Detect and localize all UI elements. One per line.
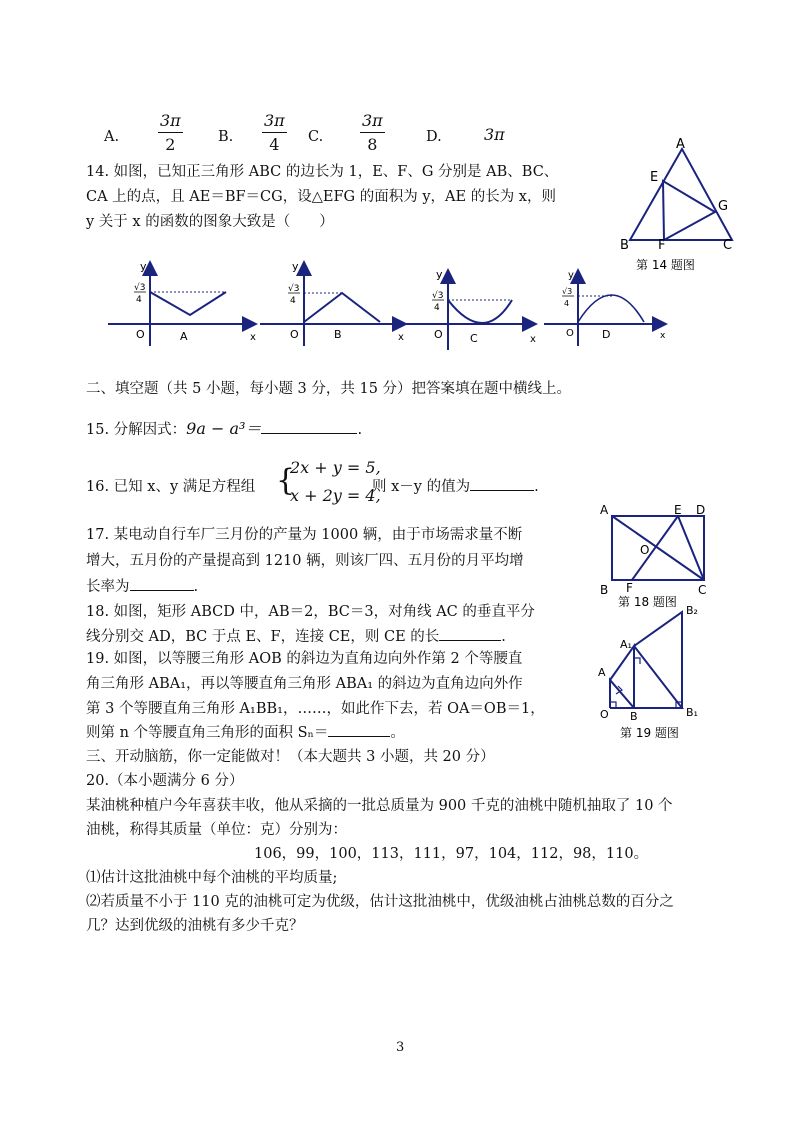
option-b-fraction (262, 110, 287, 157)
graph-d-y-label: y (568, 270, 574, 281)
graph-a-curve (150, 292, 226, 315)
graph-d-option-letter: D (602, 328, 611, 341)
triangle-aob (610, 680, 634, 708)
fig14-label-e: E (650, 170, 659, 185)
graph-c-x-label: x (530, 334, 536, 345)
option-c-denominator: 8 (367, 135, 378, 154)
q18-rectangle-figure (596, 502, 720, 610)
q14-line-1: 14. 如图，已知正三角形 ABC 的边长为 1，E、F、G 分别是 AB、BC、 (86, 164, 559, 180)
q16-equation-2: x + 2y = 4, (290, 486, 381, 505)
fig18-label-f: F (626, 581, 633, 595)
fig19-caption: 第 19 题图 (620, 726, 679, 740)
option-d-value: 3π (484, 125, 505, 144)
triangle-aba1 (610, 646, 634, 708)
option-b-denominator: 4 (269, 135, 280, 154)
triangle-a1b1b2 (634, 612, 682, 708)
option-c-numerator: 3π (360, 110, 385, 133)
fig18-label-c: C (698, 583, 707, 597)
q16-brace: { (276, 463, 296, 498)
q14-line-2: CA 上的点，且 AE＝BF＝CG，设△EFG 的面积为 y，AE 的长为 x，则 (86, 189, 556, 205)
fig19-label-b1: B₁ (686, 706, 698, 719)
triangle-efg (663, 181, 715, 240)
q19-line-1: 19. 如图，以等腰三角形 AOB 的斜边为直角边向外作第 2 个等腰直 (86, 651, 523, 667)
fig19-label-a: A (598, 666, 606, 679)
option-b-numerator: 3π (262, 110, 287, 133)
fig14-label-g: G (718, 199, 729, 214)
q15-expression: 9a − a³＝ (186, 419, 262, 438)
graph-b-origin: O (290, 328, 299, 341)
q20-part-2a: ⑵若质量不小于 110 克的油桃可定为优级，估计这批油桃中，优级油桃占油桃总数的百分之 (86, 894, 674, 910)
option-a-fraction (158, 110, 183, 157)
graph-c-option-letter: C (470, 332, 478, 345)
graph-b-option-letter: B (334, 328, 342, 341)
q19-end: 。 (390, 725, 405, 741)
q20-line-1: 某油桃种植户今年喜获丰收，他从采摘的一批总质量为 900 千克的油桃中随机抽取了 10 个 (86, 798, 673, 814)
graph-c-origin: O (434, 328, 443, 341)
q20-line-2: 油桃，称得其质量（单位：克）分别为： (86, 822, 347, 838)
option-b-label: B. (218, 129, 234, 145)
q16-suffix: 则 x－y 的值为 (372, 479, 471, 495)
fig18-caption: 第 18 题图 (618, 595, 677, 609)
triangle-a1bb1 (634, 646, 682, 708)
fig18-label-b: B (600, 583, 609, 597)
fig18-label-e: E (674, 503, 682, 517)
graph-a-origin: O (136, 328, 145, 341)
q19-line-3: 第 3 个等腰直角三角形 A₁BB₁，……，如此作下去，若 OA＝OB＝1， (86, 701, 545, 717)
q19-text: 则第 n 个等腰直角三角形的面积 Sₙ＝ (86, 725, 329, 741)
option-a-numerator: 3π (158, 110, 183, 133)
graph-a-y-label: y (140, 260, 147, 273)
perpendicular-ef (632, 516, 678, 580)
page-number: 3 (396, 1040, 405, 1055)
fig14-caption: 第 14 题图 (636, 258, 695, 272)
option-c-fraction (360, 110, 385, 157)
q20-data: 106，99，100，113，111，97，104，112，98，110。 (254, 846, 649, 862)
q18-line-1: 18. 如图，矩形 ABCD 中，AB＝2，BC＝3，对角线 AC 的垂直平分 (86, 604, 535, 620)
graph-a-x-label: x (250, 332, 256, 343)
fig18-label-a: A (600, 503, 609, 517)
fig18-label-d: D (696, 503, 706, 517)
q19-line-4 (86, 722, 405, 744)
q15-line (86, 418, 362, 441)
q20-part-2b: 几？达到优级的油桃有多少千克？ (86, 918, 304, 934)
q19-triangles-figure (596, 598, 720, 744)
q15-prefix: 15. 分解因式： (86, 422, 187, 438)
q18-answer-blank[interactable] (439, 626, 501, 641)
fig14-label-b: B (620, 238, 629, 253)
section-2-heading: 二、填空题（共 5 小题，每小题 3 分，共 15 分）把答案填在题中横线上。 (86, 381, 572, 397)
graph-a-sqrt3: √3 (134, 283, 146, 293)
q18-line-2 (86, 626, 506, 648)
triangle-abc (630, 149, 732, 240)
graph-d-x-label: x (660, 331, 666, 341)
q16-suffix-line (372, 476, 539, 498)
fig19-label-o: O (600, 708, 609, 721)
fig19-label-b: B (630, 710, 638, 723)
section-3-heading: 三、开动脑筋，你一定能做对！（本大题共 3 小题，共 20 分） (86, 749, 495, 765)
fig19-label-b2: B₂ (686, 604, 698, 617)
graph-c-four: 4 (434, 303, 440, 313)
graph-c-curve (448, 300, 512, 323)
option-a-denominator: 2 (165, 135, 176, 154)
q16-end: . (534, 479, 539, 495)
graph-d-curve (578, 295, 644, 322)
q18-text: 线分别交 AD，BC 于点 E、F，连接 CE，则 CE 的长 (86, 629, 440, 645)
graph-b-sqrt3: √3 (288, 284, 300, 294)
q17-end: . (193, 579, 199, 595)
q14-option-graphs (104, 258, 684, 350)
q17-prefix: 长率为 (86, 579, 130, 595)
fig18-label-o: O (640, 543, 650, 557)
fig14-label-a: A (676, 137, 685, 152)
q17-answer-blank[interactable] (130, 576, 194, 591)
graph-b-curve (304, 293, 380, 322)
graph-c-y-label: y (436, 268, 443, 281)
graph-a-four: 4 (136, 295, 142, 305)
fig14-label-f: F (658, 238, 666, 253)
graph-d-origin: O (566, 328, 574, 339)
graph-d-four: 4 (564, 299, 570, 308)
q16-answer-blank[interactable] (470, 476, 534, 491)
q18-end: . (501, 629, 506, 645)
q15-answer-blank[interactable] (261, 419, 357, 434)
option-d-label: D. (426, 129, 442, 145)
option-c-label: C. (308, 129, 324, 145)
fig14-label-c: C (723, 238, 733, 253)
q14-line-3: y 关于 x 的函数的图象大致是（ ） (86, 214, 334, 230)
q17-line-3 (86, 576, 198, 598)
fig19-label-a1: A₁ (620, 638, 632, 651)
graph-b-y-label: y (292, 260, 299, 273)
q20-part-1: ⑴估计这批油桃中每个油桃的平均质量; (86, 870, 338, 886)
graph-c-sqrt3: √3 (432, 291, 444, 301)
q17-line-2: 增大，五月份的产量提高到 1210 辆，则该厂四、五月份的月平均增 (86, 553, 524, 569)
graph-d-sqrt3: √3 (562, 287, 573, 296)
q20-title: 20.（本小题满分 6 分） (86, 773, 244, 789)
graph-a-option-letter: A (180, 330, 188, 343)
q15-suffix: . (357, 422, 363, 438)
q19-line-2: 角三角形 ABA₁，再以等腰直角三角形 ABA₁ 的斜边为直角边向外作 (86, 676, 523, 692)
q16-prefix: 16. 已知 x、y 满足方程组 (86, 479, 256, 495)
q17-line-1: 17. 某电动自行车厂三月份的产量为 1000 辆，由于市场需求量不断 (86, 527, 523, 543)
q14-triangle-figure (612, 136, 744, 276)
option-a-label: A. (104, 129, 120, 145)
q16-equation-1: 2x + y = 5, (290, 458, 381, 477)
q19-answer-blank[interactable] (328, 722, 390, 737)
graph-b-x-label: x (398, 332, 404, 343)
graph-b-four: 4 (290, 296, 296, 306)
